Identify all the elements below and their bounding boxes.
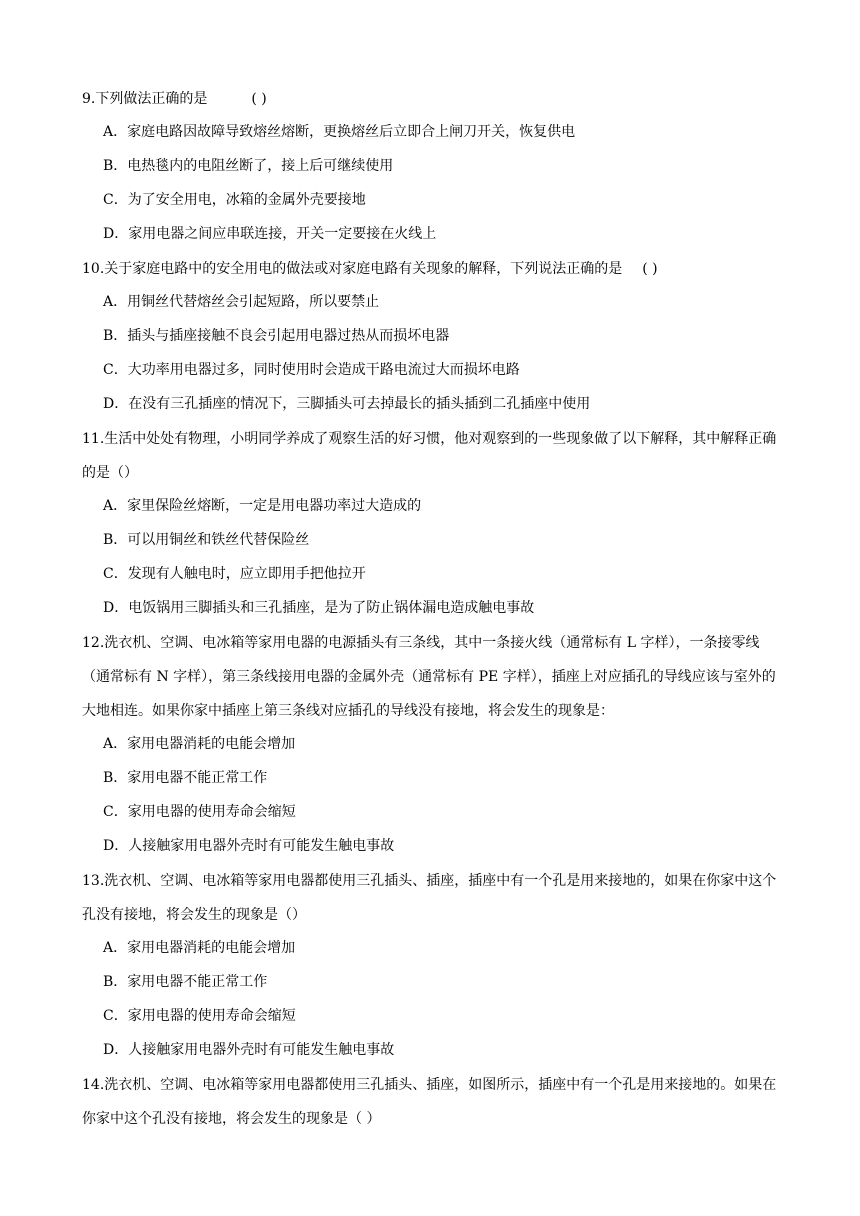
question-12-option-a: A．家用电器消耗的电能会增加: [103, 736, 296, 752]
question-10-option-a: A．用铜丝代替熔丝会引起短路，所以要禁止: [103, 294, 380, 310]
question-12-option-b: B．家用电器不能正常工作: [103, 770, 268, 786]
question-9-option-b: B．电热毯内的电阻丝断了，接上后可继续使用: [103, 158, 394, 174]
question-13-option-b: B．家用电器不能正常工作: [103, 974, 268, 990]
question-14-stem: 14.洗衣机、空调、电冰箱等家用电器都使用三孔插头、插座，如图所示，插座中有一个孔是用来接地的。如果在你家中这个孔没有接地，将会发生的现象是（ ）: [82, 1077, 777, 1127]
question-10-answer-blank: ( ): [642, 261, 658, 277]
question-13-option-c: C．家用电器的使用寿命会缩短: [103, 1008, 296, 1024]
question-11-stem: 11.生活中处处有物理，小明同学养成了观察生活的好习惯，他对观察到的一些现象做了以下解释，其中解释正确的是（）: [82, 431, 777, 481]
question-11-option-c: C．发现有人触电时，应立即用手把他拉开: [103, 566, 366, 582]
question-10-option-d: D．在没有三孔插座的情况下，三脚插头可去掉最长的插头插到二孔插座中使用: [103, 396, 591, 412]
question-10-option-b: B．插头与插座接触不良会引起用电器过热从而损坏电器: [103, 328, 450, 344]
question-13-option-d: D．人接触家用电器外壳时有可能发生触电事故: [103, 1042, 395, 1058]
question-12-stem: 12.洗衣机、空调、电冰箱等家用电器的电源插头有三条线，其中一条接火线（通常标有 L 字样），一条接零线（通常标有 N 字样），第三条线接用电器的金属外壳（通常标有 PE 字样），插座上对应插孔的导线应该与室外的大地相连。如果你家中插座上第三条线对应插孔的导线没有接地，将会发生的现象是：: [82, 635, 776, 719]
question-11-option-b: B．可以用铜丝和铁丝代替保险丝: [103, 532, 310, 548]
question-12-option-d: D．人接触家用电器外壳时有可能发生触电事故: [103, 838, 395, 854]
question-12-option-c: C．家用电器的使用寿命会缩短: [103, 804, 296, 820]
question-11-option-a: A．家里保险丝熔断，一定是用电器功率过大造成的: [103, 498, 422, 514]
question-9-stem: [82, 82, 782, 116]
question-11-option-d: D．电饭锅用三脚插头和三孔插座，是为了防止锅体漏电造成触电事故: [103, 600, 535, 616]
question-9-option-d: D．家用电器之间应串联连接，开关一定要接在火线上: [103, 226, 437, 242]
question-9-answer-blank: ( ): [251, 91, 267, 107]
question-13-stem: 13.洗衣机、空调、电冰箱等家用电器都使用三孔插头、插座，插座中有一个孔是用来接地的，如果在你家中这个孔没有接地，将会发生的现象是（）: [82, 873, 777, 923]
question-9-option-a: A．家庭电路因故障导致熔丝熔断，更换熔丝后立即合上闸刀开关，恢复供电: [103, 124, 576, 140]
question-9-text: 9.下列做法正确的是: [82, 91, 208, 107]
question-13-option-a: A．家用电器消耗的电能会增加: [103, 940, 296, 956]
question-10-stem: [82, 252, 782, 286]
question-10-option-c: C．大功率用电器过多，同时使用时会造成干路电流过大而损坏电路: [103, 362, 520, 378]
question-10-text: 10.关于家庭电路中的安全用电的做法或对家庭电路有关现象的解释，下列说法正确的是: [82, 261, 623, 277]
question-9-option-c: C．为了安全用电，冰箱的金属外壳要接地: [103, 192, 366, 208]
